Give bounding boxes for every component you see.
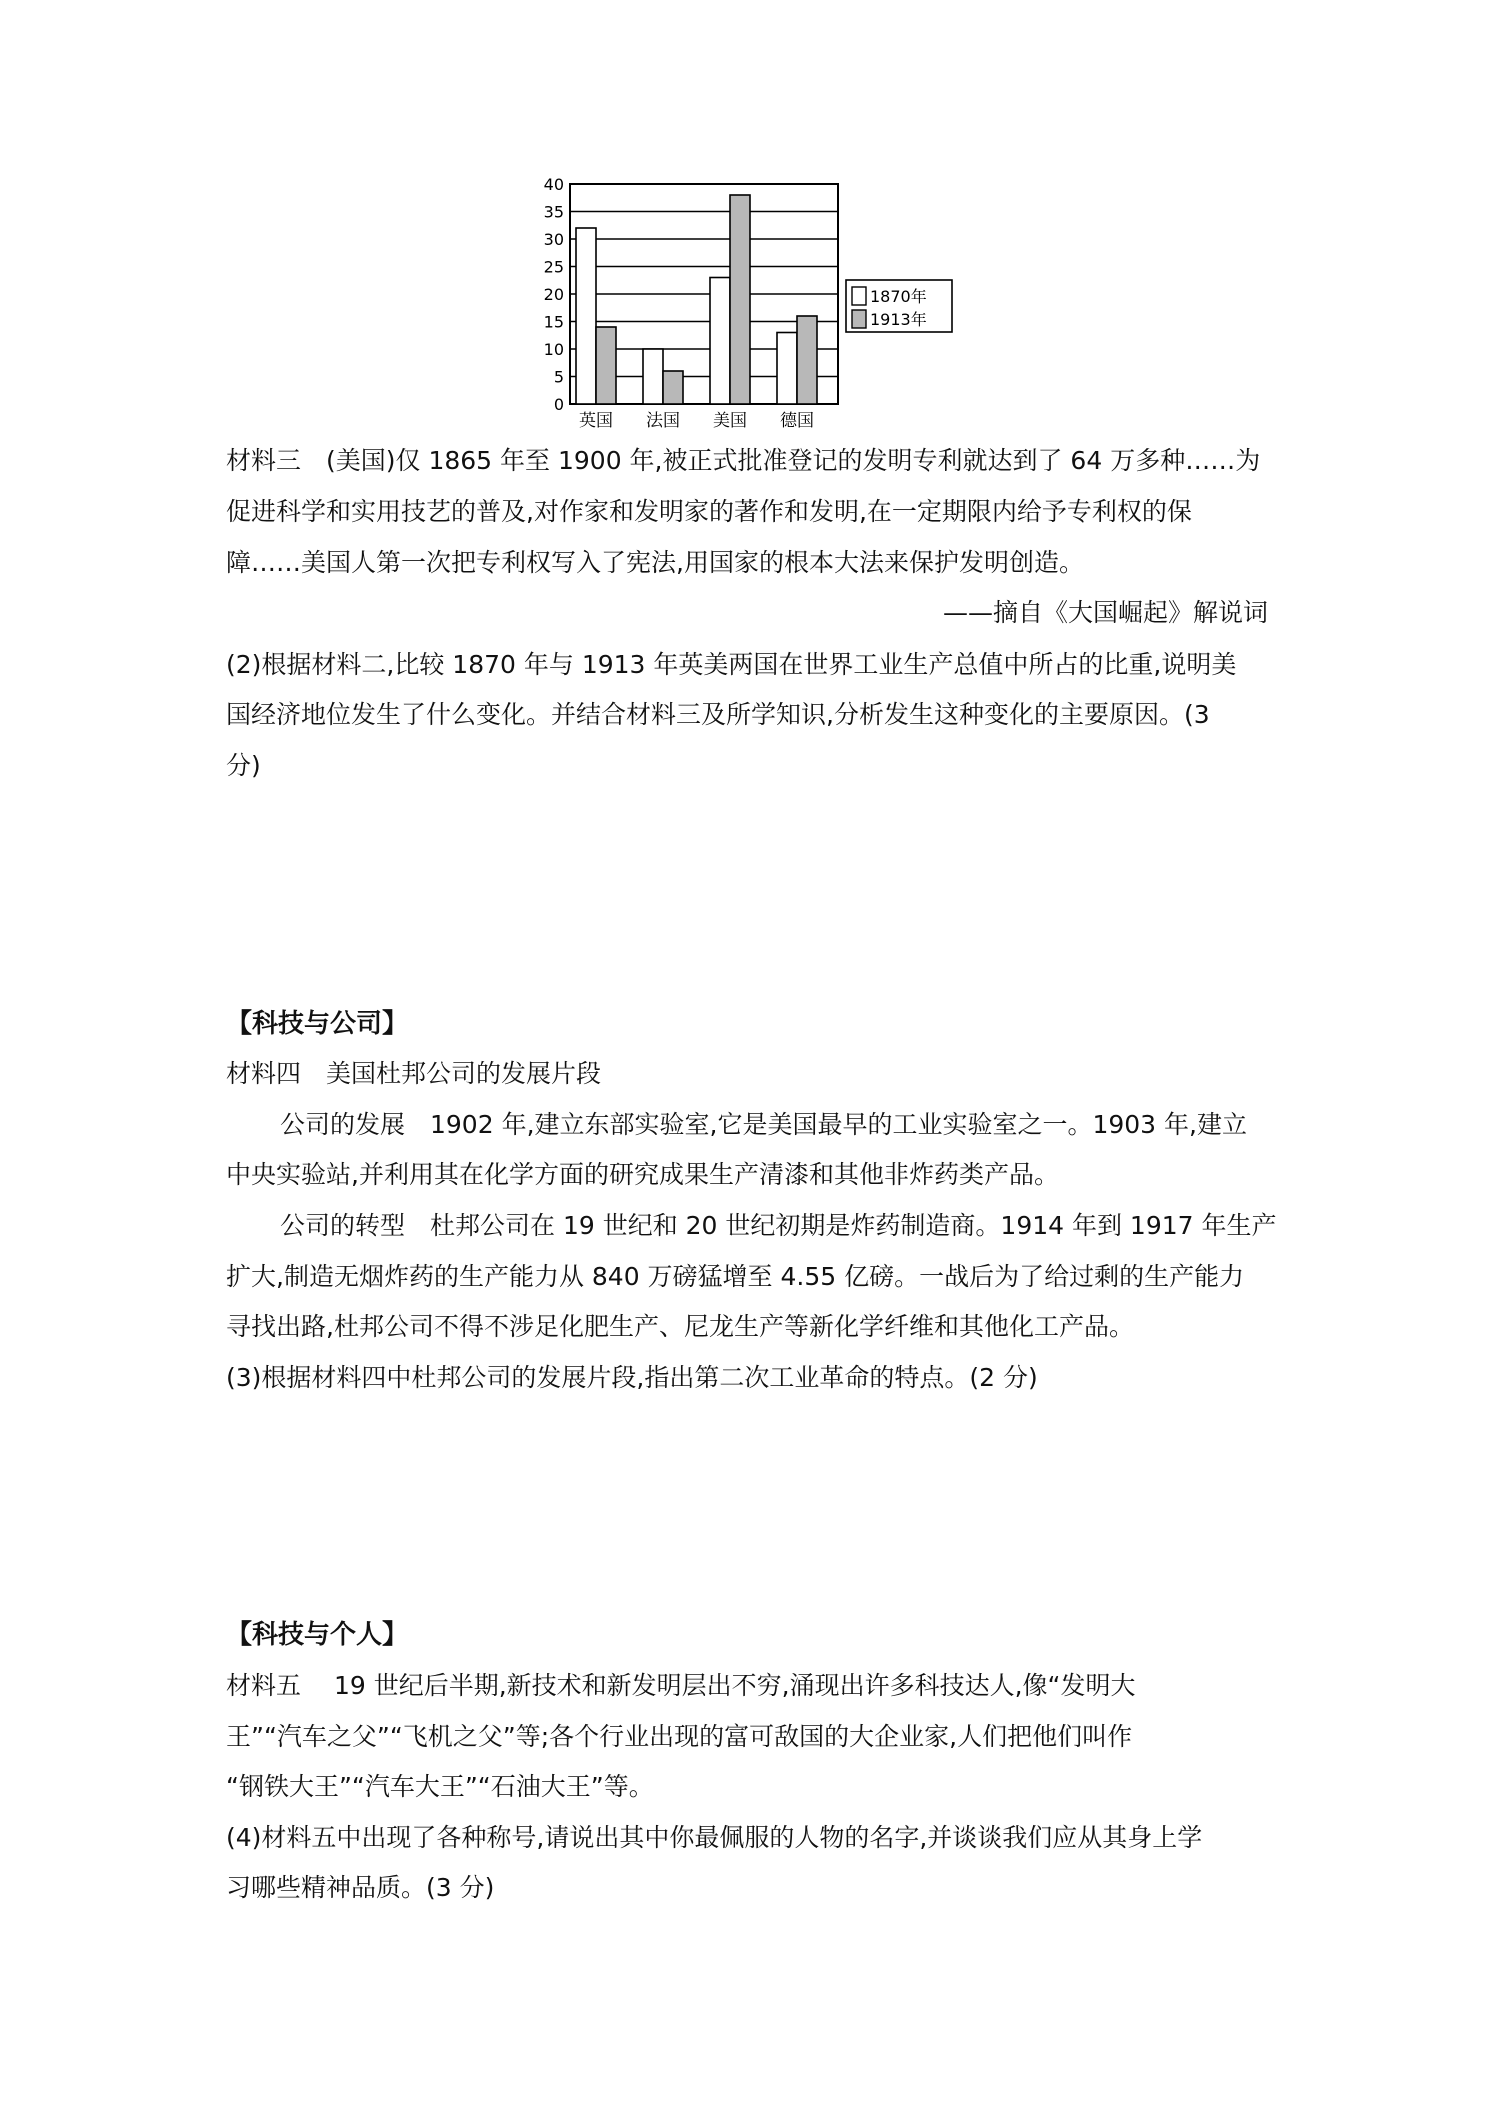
material4-para2-line-1: 公司的转型 杜邦公司在 19 世纪和 20 世纪初期是炸药制造商。1914 年到 1917 年生产 bbox=[280, 1211, 1277, 1240]
y-tick-label: 35 bbox=[543, 202, 564, 222]
q2-line-1: (2)根据材料二,比较 1870 年与 1913 年英美两国在世界工业生产总值中所占的比重,说明美 bbox=[226, 650, 1237, 679]
y-tick-label: 30 bbox=[543, 230, 564, 249]
material3-line-2: 促进科学和实用技艺的普及,对作家和发明家的著作和发明,在一定期限内给予专利权的保 bbox=[226, 497, 1192, 526]
material4-para2-line-3: 寻找出路,杜邦公司不得不涉足化肥生产、尼龙生产等新化学纤维和其他化工产品。 bbox=[226, 1312, 1134, 1341]
bar-1913年-美国 bbox=[730, 195, 750, 404]
y-tick-label: 15 bbox=[543, 312, 564, 332]
material5-line-1: 材料五 19 世纪后半期,新技术和新发明层出不穷,涌现出许多科技达人,像“发明大 bbox=[226, 1671, 1136, 1700]
y-tick-label: 20 bbox=[543, 285, 564, 304]
section-heading-person: 【科技与个人】 bbox=[226, 1620, 409, 1650]
q4-line-1: (4)材料五中出现了各种称号,请说出其中你最佩服的人物的名字,并谈谈我们应从其身上学 bbox=[226, 1823, 1203, 1852]
y-tick-label: 25 bbox=[543, 257, 564, 277]
x-tick-label: 德国 bbox=[780, 411, 814, 431]
y-tick-label: 0 bbox=[553, 395, 564, 414]
section-heading-company: 【科技与公司】 bbox=[226, 1009, 409, 1039]
bar-1913年-德国 bbox=[797, 316, 817, 404]
x-tick-label: 美国 bbox=[713, 411, 747, 431]
material4-para2-line-2: 扩大,制造无烟炸药的生产能力从 840 万磅猛增至 4.55 亿磅。一战后为了给过剩的生产能力 bbox=[226, 1262, 1245, 1291]
material4-para1-line-1: 公司的发展 1902 年,建立东部实验室,它是美国最早的工业实验室之一。1903 年,建立 bbox=[280, 1110, 1247, 1139]
bar-1870年-德国 bbox=[777, 333, 797, 405]
q3-question: (3)根据材料四中杜邦公司的发展片段,指出第二次工业革命的特点。(2 分) bbox=[226, 1363, 1038, 1392]
legend-label: 1870年 bbox=[870, 287, 927, 306]
material5-line-3: “钢铁大王”“汽车大王”“石油大王”等。 bbox=[226, 1772, 654, 1801]
q4-line-2: 习哪些精神品质。(3 分) bbox=[226, 1873, 495, 1902]
bar-1913年-英国 bbox=[596, 327, 616, 404]
material3-source: ——摘自《大国崛起》解说词 bbox=[942, 598, 1268, 627]
material5-line-2: 王”“汽车之父”“飞机之父”等;各个行业出现的富可敌国的大企业家,人们把他们叫作 bbox=[226, 1722, 1133, 1751]
legend-swatch bbox=[852, 310, 866, 328]
material4-para1-line-2: 中央实验站,并利用其在化学方面的研究成果生产清漆和其他非炸药类产品。 bbox=[226, 1160, 1059, 1189]
bar-1870年-英国 bbox=[576, 228, 596, 404]
bar-chart bbox=[520, 172, 980, 432]
legend-label: 1913年 bbox=[870, 310, 927, 329]
material3-line-3: 障……美国人第一次把专利权写入了宪法,用国家的根本大法来保护发明创造。 bbox=[226, 548, 1084, 577]
y-tick-label: 40 bbox=[543, 175, 564, 194]
chart-canvas bbox=[520, 172, 980, 432]
legend-swatch bbox=[852, 287, 866, 305]
x-tick-label: 法国 bbox=[646, 411, 680, 431]
q2-line-3: 分) bbox=[226, 751, 261, 780]
y-tick-label: 5 bbox=[553, 367, 564, 387]
bar-1870年-美国 bbox=[710, 278, 730, 405]
material3-line-1: 材料三 (美国)仅 1865 年至 1900 年,被正式批准登记的发明专利就达到了 64 万多种……为 bbox=[226, 446, 1261, 475]
material4-title: 材料四 美国杜邦公司的发展片段 bbox=[226, 1059, 602, 1088]
bar-1870年-法国 bbox=[643, 349, 663, 404]
y-tick-label: 10 bbox=[543, 340, 564, 359]
q2-line-2: 国经济地位发生了什么变化。并结合材料三及所学知识,分析发生这种变化的主要原因。(3 bbox=[226, 700, 1210, 729]
bar-1913年-法国 bbox=[663, 371, 683, 404]
x-tick-label: 英国 bbox=[579, 411, 613, 431]
